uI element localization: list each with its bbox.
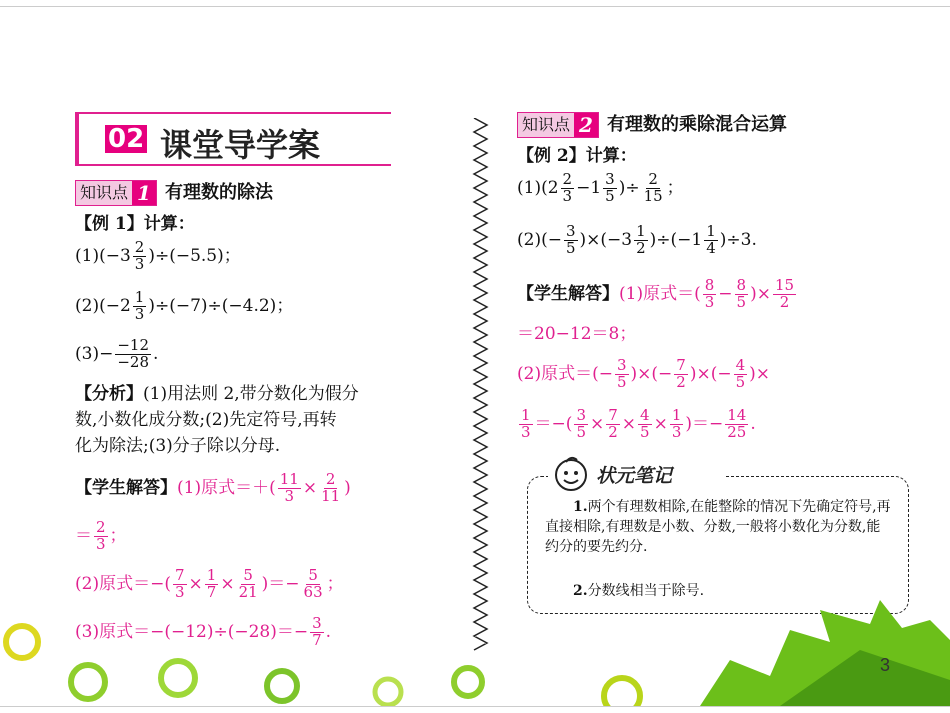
- problem-2-2: (2)(− $\frac{3}{5}$ )×(−3 $\frac{1}{2}$ )÷(−1 $\frac{1}{4}$ )÷3.: [517, 222, 757, 257]
- fraction: $\frac{7}{2}$: [608, 406, 618, 441]
- fraction: $\frac{8}{5}$: [736, 276, 747, 311]
- fraction: $\frac{1}{3}$: [521, 406, 531, 441]
- solution-1-3: (3)原式＝−(−12)÷(−28)＝− $\frac{3}{7}$ .: [75, 614, 332, 649]
- knowledge-badge: 知识点 2: [517, 112, 599, 138]
- fraction: $\frac{2}{3}$: [96, 518, 106, 553]
- fraction: $\frac{2}{15}$: [643, 170, 663, 205]
- decorative-leaves: [0, 590, 950, 706]
- solution-1-1: 【学生解答】(1)原式＝＋( $\frac{11}{3}$ × $\frac{2}{11}$ ): [75, 470, 351, 505]
- solution-1-1-result: ＝ $\frac{2}{3}$ ；: [75, 518, 127, 553]
- fraction: $\frac{3}{7}$: [312, 614, 322, 649]
- fraction: $\frac{5}{21}$: [238, 566, 258, 601]
- fraction: $\frac{8}{3}$: [704, 276, 715, 311]
- fraction: $\frac{11}{3}$: [279, 470, 299, 505]
- study-note-header: [548, 454, 724, 494]
- knowledge-title: 有理数的乘除混合运算: [607, 114, 788, 136]
- fraction: $\frac{7}{3}$: [174, 566, 185, 601]
- fraction: $\frac{4}{5}$: [640, 406, 650, 441]
- knowledge-badge: 知识点 1: [75, 180, 157, 206]
- fraction: $\frac{7}{2}$: [676, 356, 686, 391]
- fraction: $\frac{5}{63}$: [303, 566, 323, 601]
- fraction: $\frac{14}{25}$: [727, 406, 747, 441]
- page-title: 课堂导学案: [160, 126, 321, 164]
- fraction: $\frac{15}{2}$: [774, 276, 795, 311]
- knowledge-title: 有理数的除法: [165, 182, 274, 204]
- study-note-title: 状元笔记: [596, 465, 673, 487]
- example-1-label: 【例 1】计算：: [75, 214, 195, 234]
- header-badge-number: 02: [108, 124, 145, 154]
- note-item-2: 2.分数线相当于除号.: [573, 583, 705, 599]
- fraction: $\frac{1}{3}$: [134, 288, 145, 323]
- fraction: $\frac{1}{7}$: [206, 566, 217, 601]
- fraction: $\frac{1}{2}$: [636, 222, 646, 257]
- fraction: $\frac{1}{3}$: [671, 406, 682, 441]
- section-header: [75, 112, 390, 167]
- top-divider-line: [0, 6, 950, 7]
- fraction: $\frac{2}{11}$: [321, 470, 341, 505]
- fraction: $\frac{3}{5}$: [576, 406, 586, 441]
- fraction: $\frac{3}{5}$: [605, 170, 615, 205]
- solution-2-1: 【学生解答】(1)原式＝( $\frac{8}{3}$ − $\frac{8}{5}$ )× $\frac{15}{2}$: [517, 276, 795, 311]
- note-item-1: 1.两个有理数相除,在能整除的情况下先确定符号,再直接相除,有理数是小数、分数,一般将小数化为分数,能约分的要先约分.: [545, 499, 891, 555]
- example-2-label: 【例 2】计算：: [517, 146, 637, 166]
- solution-1-2: (2)原式＝−( $\frac{7}{3}$ × $\frac{1}{7}$ × $\frac{5}{21}$ )＝− $\frac{5}{63}$ ；: [75, 566, 344, 601]
- orange-mascot-icon: [552, 455, 590, 493]
- fraction: $\frac{3}{5}$: [616, 356, 627, 391]
- problem-2-1: (1)(2 $\frac{2}{3}$ −1 $\frac{3}{5}$ )÷ $\frac{2}{15}$ ；: [517, 170, 684, 205]
- fraction: $\frac{3}{5}$: [565, 222, 576, 257]
- fraction: $\frac{-12}{-28}$: [117, 336, 149, 371]
- analysis-line-3: 化为除法;(3)分子除以分母.: [75, 436, 281, 456]
- analysis-line-1: 【分析】(1)用法则 2,带分数化为假分: [75, 384, 359, 404]
- problem-1-3: (3)− $\frac{-12}{-28}$ .: [75, 336, 159, 371]
- analysis-line-2: 数,小数化成分数;(2)先定符号,再转: [75, 410, 337, 430]
- zigzag-divider: [470, 118, 492, 658]
- page-number: 3: [880, 655, 891, 675]
- fraction: $\frac{2}{3}$: [562, 170, 573, 205]
- bottom-divider-line: [0, 706, 950, 707]
- fraction: $\frac{1}{4}$: [706, 222, 716, 257]
- solution-2-1-result: ＝20−12＝8；: [517, 324, 637, 344]
- knowledge-point-2: [517, 112, 787, 138]
- solution-2-2: (2)原式＝(− $\frac{3}{5}$ )×(− $\frac{7}{2}$ )×(− $\frac{4}{5}$ )×: [517, 356, 771, 391]
- fraction: $\frac{2}{3}$: [134, 238, 145, 273]
- problem-1-1: (1)(−3 $\frac{2}{3}$ )÷(−5.5)；: [75, 238, 241, 273]
- solution-2-2-continued: $\frac{1}{3}$ ＝−( $\frac{3}{5}$ × $\frac{7}{2}$ × $\frac{4}{5}$ × $\frac{1}{3}$ )＝− $\frac{14}{25}$ .: [521, 406, 756, 441]
- fraction: $\frac{4}{5}$: [735, 356, 746, 391]
- knowledge-point-1: [75, 180, 273, 206]
- problem-1-2: (2)(−2 $\frac{1}{3}$ )÷(−7)÷(−4.2)；: [75, 288, 294, 323]
